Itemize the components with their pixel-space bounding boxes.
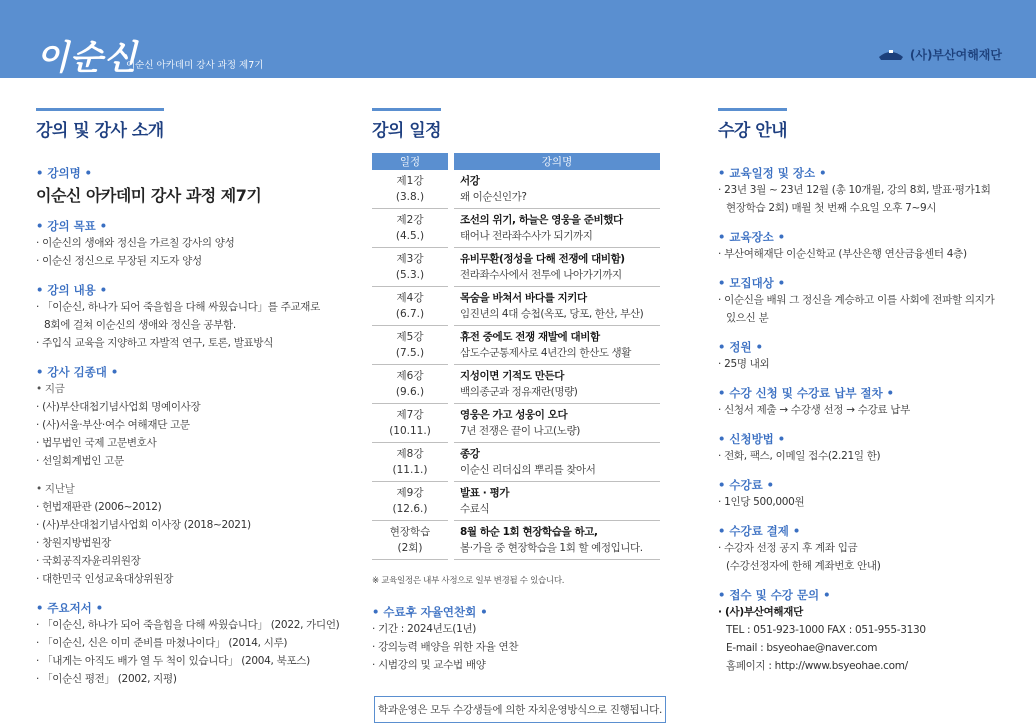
session-date: (11.1.) xyxy=(392,464,428,476)
lecture-cell xyxy=(454,443,660,482)
schedule-item: · 23년 3월 ~ 23년 12월 (총 10개월, 강의 8회, 발표·평가1회 xyxy=(718,184,991,196)
table-row xyxy=(372,248,660,287)
lecture-cell xyxy=(454,248,660,287)
session-no: 제3강 xyxy=(396,253,424,265)
table-row xyxy=(372,170,660,209)
book-item: · 「이순신 평전」 (2002, 지평) xyxy=(36,673,177,685)
lecture-title: 발표 · 평가 xyxy=(460,487,510,499)
target-item: · 이순신을 배워 그 정신을 계승하고 이를 사회에 전파할 의지가 xyxy=(718,294,995,306)
lecture-desc: 삼도수군통제사로 4년간의 한산도 생활 xyxy=(460,347,631,359)
section-title-guide: 수강 안내 xyxy=(718,108,787,141)
session-cell xyxy=(372,170,448,209)
table-header-name: 강의명 xyxy=(454,153,660,170)
books-label: • 주요저서 • xyxy=(36,601,104,615)
lecture-cell xyxy=(454,326,660,365)
current-label: • 지금 xyxy=(36,383,65,395)
past-item: · 국회공직자윤리위원장 xyxy=(36,555,141,567)
lecture-desc: 임진년의 4대 승첩(옥포, 당포, 한산, 부산) xyxy=(460,308,644,320)
table-row xyxy=(372,443,660,482)
lecture-title: 목숨을 바쳐서 바다를 지키다 xyxy=(460,292,587,304)
goal-label: • 강의 목표 • xyxy=(36,219,108,233)
lecture-title: 종강 xyxy=(460,448,480,460)
session-cell xyxy=(372,443,448,482)
lecture-desc: 이순신 리더십의 뿌리를 찾아서 xyxy=(460,464,596,476)
lecture-desc: 왜 이순신인가? xyxy=(460,191,527,203)
session-date: (12.6.) xyxy=(392,503,428,515)
past-item: · 헌법재판관 (2006~2012) xyxy=(36,501,162,513)
org-name: (사)부산여해재단 xyxy=(909,48,1002,62)
session-no: 제8강 xyxy=(396,448,424,460)
contact-label: • 접수 및 수강 문의 • xyxy=(718,588,831,602)
lecture-cell xyxy=(454,365,660,404)
session-date: (6.7.) xyxy=(395,308,425,320)
session-date: (10.11.) xyxy=(389,425,431,437)
table-row xyxy=(372,482,660,521)
session-date: (9.6.) xyxy=(395,386,425,398)
method-value: · 전화, 팩스, 이메일 접수(2.21일 한) xyxy=(718,450,881,462)
book-item: · 「내게는 아직도 배가 열 두 척이 있습니다」 (2004, 북포스) xyxy=(36,655,310,667)
content-item: · 주입식 교육을 지양하고 자발적 연구, 토론, 발표방식 xyxy=(36,337,274,349)
contact-email: E-mail : bsyeohae@naver.com xyxy=(726,642,878,654)
table-header-no: 일정 xyxy=(372,153,448,170)
session-no: 제6강 xyxy=(396,370,424,382)
table-row xyxy=(372,287,660,326)
lecture-title: 지성이면 기적도 만든다 xyxy=(460,370,564,382)
lecture-desc: 백의종군과 정유재란(명량) xyxy=(460,386,578,398)
fee-label: • 수강료 • xyxy=(718,478,775,492)
session-date: (3.8.) xyxy=(395,191,425,203)
target-label: • 모집대상 • xyxy=(718,276,786,290)
session-date: (4.5.) xyxy=(395,230,425,242)
lecture-cell xyxy=(454,482,660,521)
target-item: 있으신 분 xyxy=(726,312,769,324)
session-cell xyxy=(372,326,448,365)
logo-text: 이순신 xyxy=(36,38,138,78)
lecture-desc: 수료식 xyxy=(460,503,490,515)
method-label: • 신청방법 • xyxy=(718,432,786,446)
lecture-title: 영웅은 가고 성웅이 오다 xyxy=(460,409,568,421)
lecture-cell xyxy=(454,209,660,248)
session-date: (2회) xyxy=(397,542,423,554)
session-date: (5.3.) xyxy=(395,269,425,281)
session-cell xyxy=(372,482,448,521)
alumni-item: · 시범강의 및 교수법 배양 xyxy=(372,659,486,671)
course-label: • 강의명 • xyxy=(36,166,93,180)
session-no: 제7강 xyxy=(396,409,424,421)
book-item: · 「이순신, 하나가 되어 죽을힘을 다해 싸웠습니다」 (2022, 가디언) xyxy=(36,619,340,631)
header-subtitle: 이순신 아카데미 강사 과정 제7기 xyxy=(126,60,264,71)
session-no: 제2강 xyxy=(396,214,424,226)
fee-value: · 1인당 500,000원 xyxy=(718,496,805,508)
self-governance-note: 학과운영은 모두 수강생들에 의한 자치운영방식으로 진행됩니다. xyxy=(374,696,666,723)
session-cell xyxy=(372,248,448,287)
past-item: · 창원지방법원장 xyxy=(36,537,111,549)
course-name: 이순신 아카데미 강사 과정 제7기 xyxy=(36,186,262,205)
session-no: 제5강 xyxy=(396,331,424,343)
past-item: · (사)부산대첩기념사업회 이사장 (2018~2021) xyxy=(36,519,251,531)
header-banner xyxy=(0,0,1036,78)
payment-item: (수강선정자에 한해 계좌번호 안내) xyxy=(726,560,881,572)
payment-item: · 수강자 선정 공지 후 계좌 입금 xyxy=(718,542,858,554)
session-cell xyxy=(372,365,448,404)
schedule-item: 현장학습 2회) 매월 첫 번째 수요일 오후 7~9시 xyxy=(726,202,937,214)
session-date: (7.5.) xyxy=(395,347,425,359)
current-item: · (사)부산대첩기념사업회 명예이사장 xyxy=(36,401,201,413)
payment-label: • 수강료 결제 • xyxy=(718,524,801,538)
lecture-title: 휴전 중에도 전쟁 재발에 대비함 xyxy=(460,331,600,343)
section-title-schedule: 강의 일정 xyxy=(372,108,441,141)
intro-column xyxy=(36,108,340,688)
place-label: • 교육장소 • xyxy=(718,230,786,244)
current-item: · 선일회계법인 고문 xyxy=(36,455,124,467)
lecture-title: 8월 하순 1회 현장학습을 하고, xyxy=(460,526,598,538)
table-row xyxy=(372,209,660,248)
schedule-table xyxy=(372,153,660,560)
lecture-title: 유비무환(정성을 다해 전쟁에 대비함) xyxy=(460,253,625,265)
schedule-note: ※ 교육일정은 내부 사정으로 일부 변경될 수 있습니다. xyxy=(372,576,565,586)
current-item: · 법무법인 국제 고문변호사 xyxy=(36,437,157,449)
guide-column xyxy=(718,108,1018,675)
ship-icon xyxy=(878,49,904,61)
lecture-title: 조선의 위기, 하늘은 영웅을 준비했다 xyxy=(460,214,623,226)
lecture-desc: 태어나 전라좌수사가 되기까지 xyxy=(460,230,593,242)
session-cell xyxy=(372,209,448,248)
session-no: 제9강 xyxy=(396,487,424,499)
book-item: · 「이순신, 신은 이미 준비를 마쳤나이다」 (2014, 시루) xyxy=(36,637,288,649)
past-label: • 지난날 xyxy=(36,483,75,495)
procedure-label: • 수강 신청 및 수강료 납부 절차 • xyxy=(718,386,895,400)
session-no: 제1강 xyxy=(396,175,424,187)
lecture-desc: 전라좌수사에서 전투에 나아가기까지 xyxy=(460,269,622,281)
schedule-column xyxy=(372,108,672,723)
contact-homepage: 홈페이지 : http://www.bsyeohae.com/ xyxy=(726,660,908,672)
session-cell xyxy=(372,287,448,326)
capacity-label: • 정원 • xyxy=(718,340,763,354)
goal-item: · 이순신 정신으로 무장된 지도자 양성 xyxy=(36,255,202,267)
content-item: · 「이순신, 하나가 되어 죽을힘을 다해 싸웠습니다」를 주교재로 xyxy=(36,301,320,313)
table-row xyxy=(372,365,660,404)
goal-item: · 이순신의 생애와 정신을 가르칠 강사의 양성 xyxy=(36,237,235,249)
lecture-cell xyxy=(454,170,660,209)
org-logo xyxy=(878,46,1002,63)
lecture-cell xyxy=(454,287,660,326)
lecture-cell xyxy=(454,404,660,443)
session-no: 현장학습 xyxy=(389,526,431,538)
lecture-cell xyxy=(454,521,660,560)
alumni-item: · 강의능력 배양을 위한 자율 연찬 xyxy=(372,641,519,653)
table-row xyxy=(372,521,660,560)
content-item: 8회에 걸쳐 이순신의 생애와 정신을 공부함. xyxy=(44,319,236,331)
schedule-place-label: • 교육일정 및 장소 • xyxy=(718,166,827,180)
lecture-title: 서강 xyxy=(460,175,480,187)
lecture-desc: 봄·가을 중 현장학습을 1회 할 예정입니다. xyxy=(460,542,643,554)
table-row xyxy=(372,404,660,443)
procedure-value: · 신청서 제출 → 수강생 선정 → 수강료 납부 xyxy=(718,404,910,416)
place-value: · 부산여해재단 이순신학교 (부산은행 연산금융센터 4층) xyxy=(718,248,967,260)
lecturer-label: • 강사 김종대 • xyxy=(36,365,119,379)
current-item: · (사)서울·부산·여수 여해재단 고문 xyxy=(36,419,190,431)
content-label: • 강의 내용 • xyxy=(36,283,108,297)
capacity-value: · 25명 내외 xyxy=(718,358,770,370)
contact-phone: TEL : 051-923-1000 FAX : 051-955-3130 xyxy=(726,624,926,636)
alumni-label: • 수료후 자율연찬회 • xyxy=(372,605,488,619)
session-cell xyxy=(372,404,448,443)
session-no: 제4강 xyxy=(396,292,424,304)
lecture-desc: 7년 전쟁은 끝이 나고(노량) xyxy=(460,425,580,437)
section-title-intro: 강의 및 강사 소개 xyxy=(36,108,164,141)
table-row xyxy=(372,326,660,365)
past-item: · 대한민국 인성교육대상위원장 xyxy=(36,573,174,585)
session-cell xyxy=(372,521,448,560)
contact-org: · (사)부산여해재단 xyxy=(718,606,803,618)
alumni-item: · 기간 : 2024년도(1년) xyxy=(372,623,477,635)
